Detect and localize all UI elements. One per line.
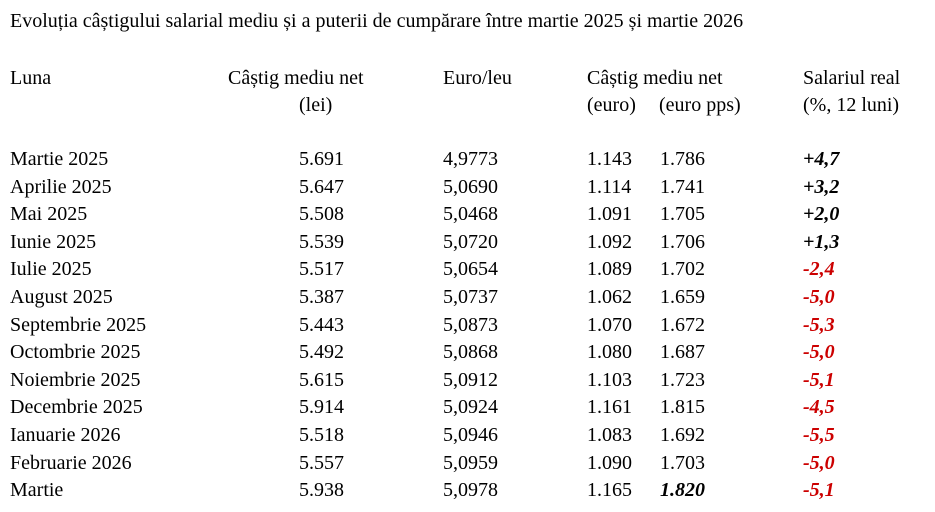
cell-castig-pps: 1.815: [660, 396, 705, 418]
header-castig-euro: Câștig mediu net: [587, 67, 723, 89]
cell-luna: Noiembrie 2025: [10, 369, 141, 391]
cell-castig-euro: 1.161: [587, 396, 632, 418]
cell-salariul-real: +2,0: [803, 203, 840, 225]
cell-castig-lei: 5.615: [299, 369, 344, 391]
cell-castig-lei: 5.539: [299, 231, 344, 253]
cell-salariul-real: -5,0: [803, 341, 835, 363]
cell-castig-lei: 5.938: [299, 479, 344, 501]
cell-luna: Iulie 2025: [10, 258, 92, 280]
cell-castig-pps: 1.692: [660, 424, 705, 446]
header-salariul-real: Salariul real: [803, 67, 901, 89]
cell-euro-leu: 5,0468: [443, 203, 498, 225]
cell-castig-lei: 5.647: [299, 176, 344, 198]
cell-euro-leu: 5,0924: [443, 396, 498, 418]
cell-euro-leu: 5,0946: [443, 424, 498, 446]
cell-salariul-real: -5,3: [803, 314, 835, 336]
cell-luna: Octombrie 2025: [10, 341, 141, 363]
cell-euro-leu: 5,0654: [443, 258, 498, 280]
cell-castig-euro: 1.083: [587, 424, 632, 446]
header-euro-leu: Euro/leu: [443, 67, 512, 89]
cell-salariul-real: -5,1: [803, 479, 835, 501]
cell-euro-leu: 5,0912: [443, 369, 498, 391]
cell-castig-pps: 1.820: [660, 479, 705, 501]
cell-castig-euro: 1.070: [587, 314, 632, 336]
cell-castig-euro: 1.114: [587, 176, 632, 198]
header-castig-pps-unit: (euro pps): [659, 94, 741, 116]
cell-castig-lei: 5.691: [299, 148, 344, 170]
cell-salariul-real: -5,0: [803, 286, 835, 308]
cell-luna: Iunie 2025: [10, 231, 97, 253]
cell-salariul-real: -2,4: [803, 258, 835, 280]
header-salariul-real-unit: (%, 12 luni): [803, 94, 900, 116]
header-castig-lei-unit: (lei): [299, 94, 333, 116]
cell-castig-pps: 1.703: [660, 452, 705, 474]
cell-luna: Martie: [10, 479, 64, 501]
cell-castig-pps: 1.786: [660, 148, 705, 170]
cell-castig-pps: 1.672: [660, 314, 705, 336]
cell-castig-lei: 5.443: [299, 314, 344, 336]
cell-euro-leu: 5,0720: [443, 231, 498, 253]
cell-luna: Mai 2025: [10, 203, 88, 225]
cell-castig-pps: 1.702: [660, 258, 705, 280]
cell-castig-euro: 1.089: [587, 258, 632, 280]
cell-castig-lei: 5.387: [299, 286, 344, 308]
page-title: Evoluția câștigului salarial mediu și a puterii de cumpărare între martie 2025 și martie 2026: [10, 10, 744, 32]
cell-castig-euro: 1.103: [587, 369, 632, 391]
cell-euro-leu: 5,0873: [443, 314, 498, 336]
cell-castig-euro: 1.080: [587, 341, 632, 363]
cell-castig-pps: 1.723: [660, 369, 705, 391]
header-castig-euro-unit: (euro): [587, 94, 636, 116]
cell-castig-pps: 1.659: [660, 286, 705, 308]
cell-castig-euro: 1.091: [587, 203, 632, 225]
cell-euro-leu: 5,0690: [443, 176, 498, 198]
cell-castig-pps: 1.705: [660, 203, 705, 225]
cell-castig-lei: 5.518: [299, 424, 344, 446]
cell-castig-pps: 1.741: [660, 176, 705, 198]
cell-salariul-real: +4,7: [803, 148, 840, 170]
cell-castig-lei: 5.914: [299, 396, 344, 418]
cell-luna: Septembrie 2025: [10, 314, 147, 336]
cell-euro-leu: 5,0978: [443, 479, 498, 501]
cell-luna: Decembrie 2025: [10, 396, 143, 418]
cell-luna: Ianuarie 2026: [10, 424, 121, 446]
cell-castig-euro: 1.092: [587, 231, 632, 253]
cell-luna: August 2025: [10, 286, 113, 308]
cell-luna: Februarie 2026: [10, 452, 132, 474]
cell-castig-lei: 5.508: [299, 203, 344, 225]
cell-castig-lei: 5.517: [299, 258, 344, 280]
cell-luna: Aprilie 2025: [10, 176, 112, 198]
cell-salariul-real: +1,3: [803, 231, 840, 253]
cell-castig-pps: 1.687: [660, 341, 705, 363]
cell-salariul-real: -5,1: [803, 369, 835, 391]
header-luna: Luna: [10, 67, 52, 89]
cell-castig-lei: 5.492: [299, 341, 344, 363]
cell-castig-euro: 1.143: [587, 148, 632, 170]
header-castig-lei: Câștig mediu net: [228, 67, 364, 89]
cell-euro-leu: 4,9773: [443, 148, 498, 170]
cell-euro-leu: 5,0737: [443, 286, 498, 308]
cell-euro-leu: 5,0868: [443, 341, 498, 363]
cell-luna: Martie 2025: [10, 148, 109, 170]
cell-salariul-real: -5,0: [803, 452, 835, 474]
cell-salariul-real: -5,5: [803, 424, 835, 446]
cell-euro-leu: 5,0959: [443, 452, 498, 474]
cell-salariul-real: -4,5: [803, 396, 835, 418]
cell-castig-euro: 1.090: [587, 452, 632, 474]
cell-castig-lei: 5.557: [299, 452, 344, 474]
cell-castig-pps: 1.706: [660, 231, 705, 253]
cell-castig-euro: 1.165: [587, 479, 632, 501]
cell-castig-euro: 1.062: [587, 286, 632, 308]
cell-salariul-real: +3,2: [803, 176, 840, 198]
